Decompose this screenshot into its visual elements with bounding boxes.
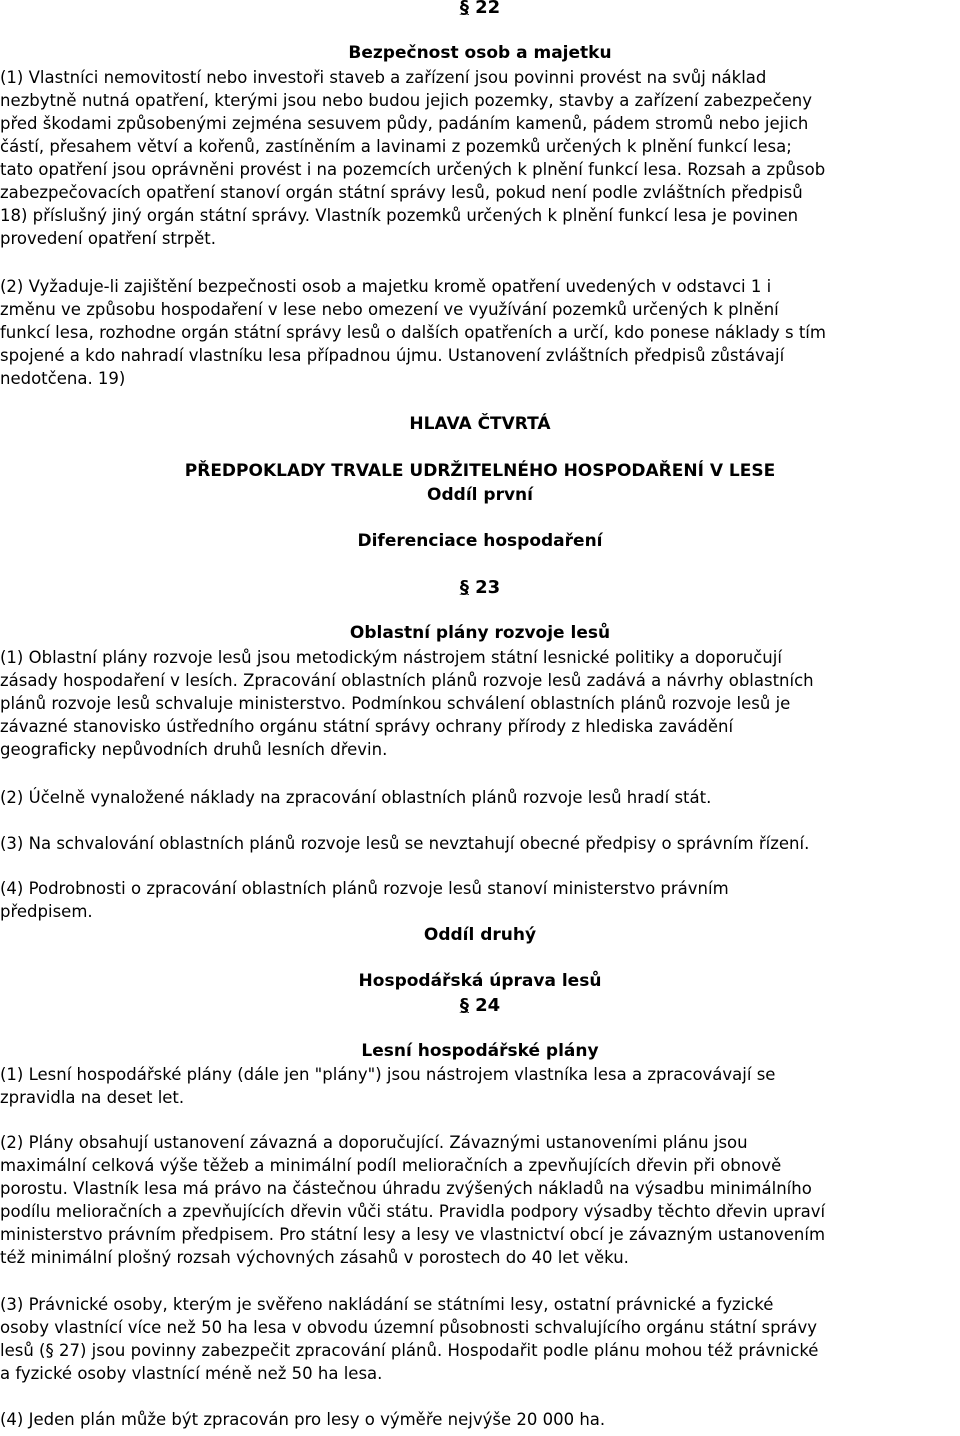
section-24-paragraph-2: (2) Plány obsahují ustanovení závazná a doporučující. Závaznými ustanoveními plánu jsou maximální celková výše těžeb a minimální podíl melioračních a zpevňujících dřevin při obnově porostu. Vlastník lesa má právo na částečnou úhradu zvýšených nákladů na výsadbu minimálního podílu melioračních a zpevňujících dřevin vůči státu. Pravidla podpory výsadby těchto dřevin upraví ministerstvo právním předpisem. Pro státní lesy a lesy ve vlastnictví obcí je závazným ustanovením též minimální plošný rozsah výchovných zásahů v porostech do 40 let věku. <box>0 1133 826 1267</box>
oddil-2-title: Hospodářská úprava lesů <box>358 971 602 991</box>
section-22-heading <box>0 0 960 19</box>
oddil-1-label: Oddíl první <box>427 485 533 505</box>
section-22-title: Bezpečnost osob a majetku <box>348 43 612 63</box>
section-number: 22 <box>475 0 501 18</box>
oddil-1-title: Diferenciace hospodaření <box>357 531 603 551</box>
section-24-paragraph-1: (1) Lesní hospodářské plány (dále jen "plány") jsou nástrojem vlastníka lesa a zpracovávají se zpravidla na deset let. <box>0 1065 776 1107</box>
section-number: 23 <box>475 577 501 598</box>
section-24-heading <box>0 994 960 1017</box>
section-23-title: Oblastní plány rozvoje lesů <box>349 623 611 643</box>
section-23-paragraph-1: (1) Oblastní plány rozvoje lesů jsou metodickým nástrojem státní lesnické politiky a doporučují zásady hospodaření v lesích. Zpracování oblastních plánů rozvoje lesů zadává a návrhy oblastních plánů rozvoje lesů schvaluje ministerstvo. Podmínkou schválení oblastních plánů rozvoje lesů je závazné stanovisko ústředního orgánu státní správy ochrany přírody z hlediska zavádění geograficky nepůvodních druhů lesních dřevin. <box>0 648 814 759</box>
section-sign: § <box>459 0 469 18</box>
section-sign: § <box>459 995 469 1016</box>
section-23-paragraph-3: (3) Na schvalování oblastních plánů rozvoje lesů se nevztahují obecné předpisy o správním řízení. <box>0 834 810 853</box>
section-22-paragraph-1: (1) Vlastníci nemovitostí nebo investoři staveb a zařízení jsou povinni provést na svůj náklad nezbytně nutná opatření, kterými jsou nebo budou jejich pozemky, stavby a zařízení zabezpečeny před škodami způsobenými zejména sesuvem půdy, padáním kamenů, pádem stromů nebo jejich částí, přesahem větví a kořenů, zastíněním a lavinami z pozemků určených k plnění funkcí lesa; tato opatření jsou oprávněni provést i na pozemcích určených k plnění funkcí lesa. Rozsah a způsob zabezpečovacích opatření stanoví orgán státní správy lesů, pokud není podle zvláštních předpisů 18) příslušný jiný orgán státní správy. Vlastník pozemků určených k plnění funkcí lesa je povinen provedení opatření strpět. <box>0 68 826 248</box>
section-23-heading <box>0 576 960 599</box>
section-number: 24 <box>475 995 501 1016</box>
section-23-paragraph-4: (4) Podrobnosti o zpracování oblastních plánů rozvoje lesů stanoví ministerstvo právním předpisem. <box>0 879 729 921</box>
section-24-title: Lesní hospodářské plány <box>361 1041 599 1061</box>
hlava-title: HLAVA ČTVRTÁ <box>409 414 551 434</box>
oddil-2-label: Oddíl druhý <box>423 925 537 945</box>
section-24-paragraph-3: (3) Právnické osoby, kterým je svěřeno nakládání se státními lesy, ostatní právnické a fyzické osoby vlastnící více než 50 ha lesa v obvodu územní působnosti schvalujícího orgánu státní správy lesů (§ 27) jsou povinny zabezpečit zpracování plánů. Hospodařit podle plánu mohou též právnické a fyzické osoby vlastnící méně než 50 ha lesa. <box>0 1295 819 1383</box>
section-23-paragraph-2: (2) Účelně vynaložené náklady na zpracování oblastních plánů rozvoje lesů hradí stát. <box>0 788 712 807</box>
section-22-paragraph-2: (2) Vyžaduje-li zajištění bezpečnosti osob a majetku kromě opatření uvedených v odstavci 1 i změnu ve způsobu hospodaření v lese nebo omezení ve využívání pozemků určených k plnění funkcí lesa, rozhodne orgán státní správy lesů o dalších opatřeních a určí, kdo ponese náklady s tím spojené a kdo nahradí vlastníku lesa případnou újmu. Ustanovení zvláštních předpisů zůstávají nedotčena. 19) <box>0 277 826 388</box>
section-sign: § <box>459 577 469 598</box>
hlava-subtitle: PŘEDPOKLADY TRVALE UDRŽITELNÉHO HOSPODAŘENÍ V LESE <box>184 461 776 481</box>
section-24-paragraph-4: (4) Jeden plán může být zpracován pro lesy o výměře nejvýše 20 000 ha. <box>0 1410 606 1429</box>
